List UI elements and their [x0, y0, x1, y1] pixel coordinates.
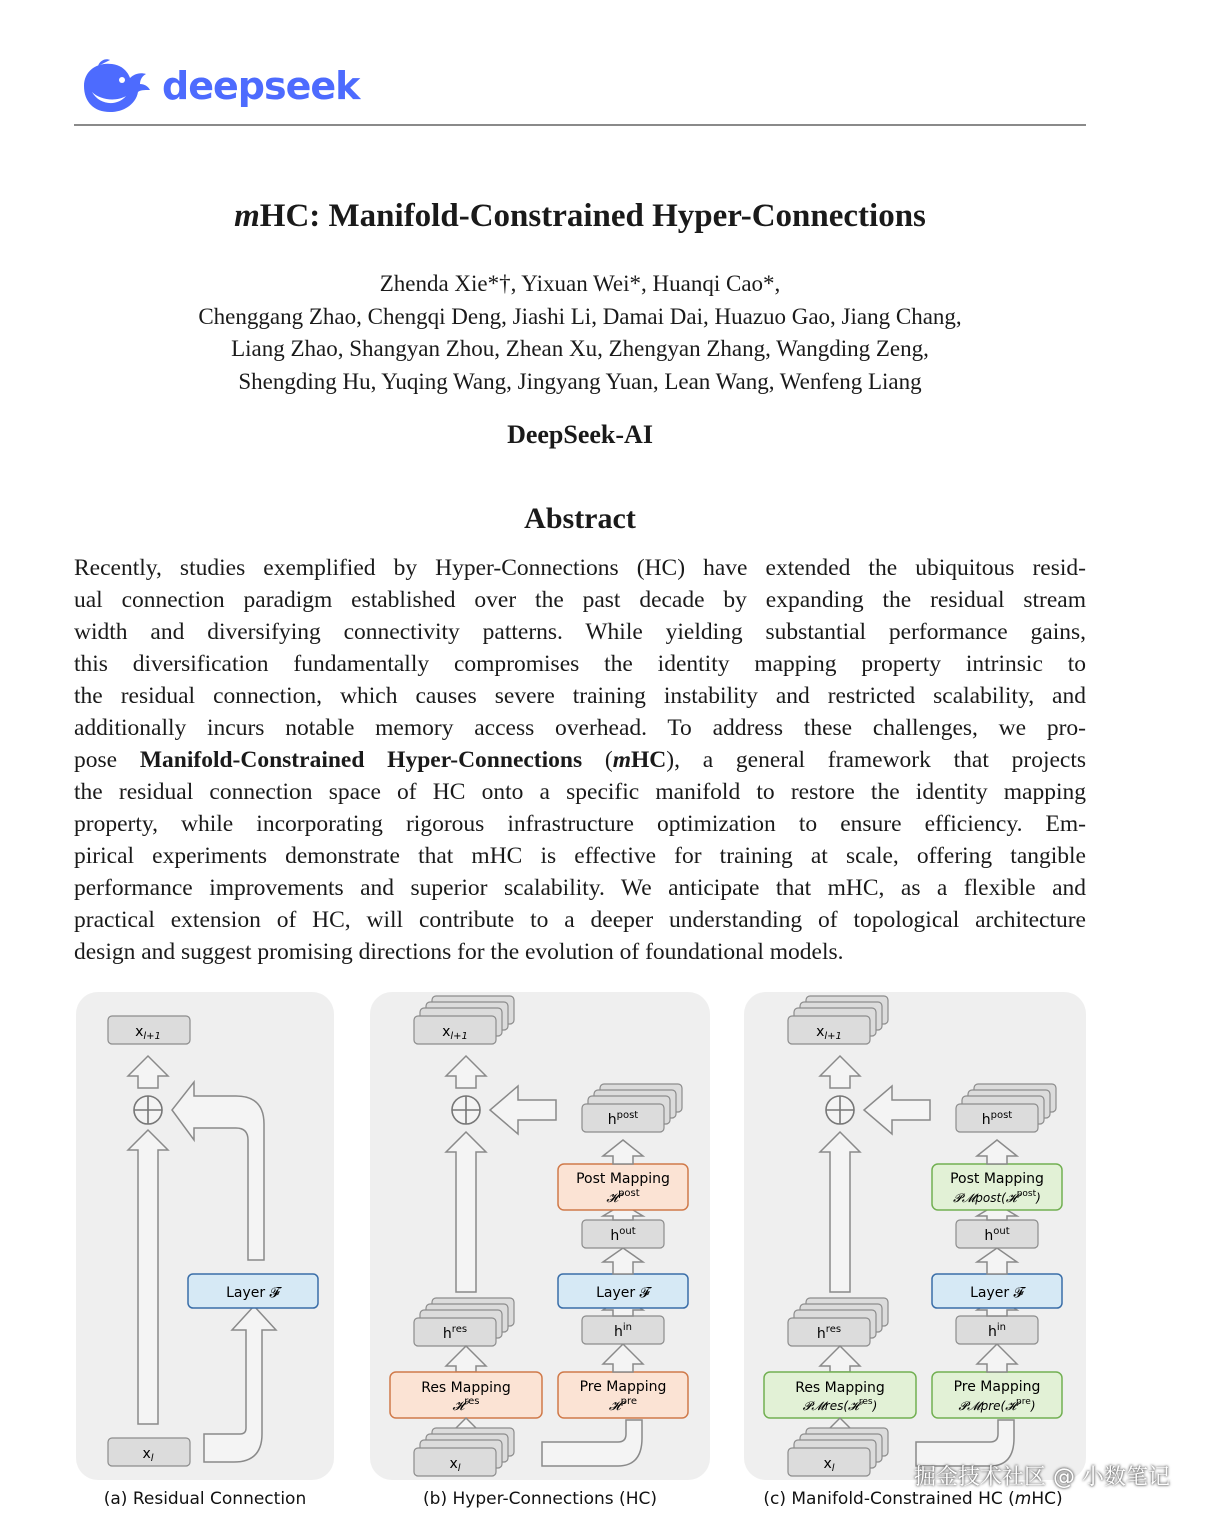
label-h-in: $h^{in}$ [614, 1322, 632, 1340]
abstract-line: design and suggest promising directions for the evolution of foundational models. [74, 939, 844, 965]
label-x-in: $x_l$ [449, 1456, 461, 1474]
label-h-res: $h^{res}$ [816, 1324, 842, 1342]
pre-mapping-label: Pre Mapping [953, 1379, 1041, 1395]
label-h-res: $h^{res}$ [442, 1324, 468, 1342]
brand-name: deepseek [162, 64, 360, 108]
pre-formula: 𝓟𝓜pre(𝓗$^{pre}$) [958, 1397, 1036, 1413]
abstract-line: the residual connection space of HC onto a specific manifold to restore the identity mapping [74, 779, 1086, 805]
panel-residual [76, 992, 334, 1509]
label-h-out: $h^{out}$ [984, 1226, 1010, 1244]
res-formula: 𝓟𝓜res(𝓗$^{res}$) [802, 1397, 878, 1413]
bold-mid: ( [582, 747, 613, 773]
bold-term: Manifold-Constrained Hyper-Connections [139, 747, 583, 773]
label-h-post: $h^{post}$ [981, 1110, 1013, 1128]
layer-label: Layer 𝓕 [970, 1285, 1024, 1301]
label-h-in: $h^{in}$ [988, 1322, 1006, 1340]
paper-title [0, 198, 1160, 235]
abstract-line: ual connection paradigm established over the past decade by expanding the residual stream [74, 587, 1086, 613]
bold-italic-m: m [612, 747, 631, 773]
layer-label: Layer 𝓕 [226, 1285, 280, 1301]
abstract-heading: Abstract [524, 502, 636, 535]
post-mapping-label: Post Mapping [576, 1171, 670, 1187]
abstract-body [74, 552, 1086, 968]
post-mapping-label: Post Mapping [950, 1171, 1044, 1187]
res-formula: 𝓗$^{res}$ [452, 1396, 480, 1414]
title-italic: m [234, 198, 260, 234]
abstract-line: property, while incorporating rigorous infrastructure optimization to ensure efficiency. Em- [74, 811, 1086, 837]
label-x-out: $x_{l+1}$ [816, 1024, 842, 1042]
bold-hc: HC [631, 747, 667, 773]
author-line: Zhenda Xie*†, Yixuan Wei*, Huanqi Cao*, [379, 271, 781, 296]
res-mapping-label: Res Mapping [795, 1380, 885, 1396]
label-x-out: $x_{l+1}$ [442, 1024, 468, 1042]
watermark: 掘金技术社区 @ 小数笔记 [914, 1465, 1170, 1490]
header-rule [74, 124, 1086, 126]
caption-c: (c) Manifold-Constrained HC (mHC) [763, 1489, 1063, 1509]
abstract-line: this diversification fundamentally compromises the identity mapping property intrinsic to [74, 651, 1086, 677]
panel-mhc [744, 992, 1086, 1509]
abstract-line: pirical experiments demonstrate that mHC is effective for training at scale, offering tangible [74, 843, 1086, 869]
author-line: Liang Zhao, Shangyan Zhou, Zhean Xu, Zhengyan Zhang, Wangding Zeng, [231, 336, 929, 361]
label-x-in: $x_l$ [142, 1446, 154, 1464]
deepseek-logo [78, 56, 359, 116]
architecture-figure [70, 988, 1100, 1518]
abstract-line-bold [74, 744, 1086, 776]
post-formula: 𝓗$^{post}$ [606, 1188, 640, 1206]
label-h-post: $h^{post}$ [607, 1110, 639, 1128]
pre-formula: 𝓗$^{pre}$ [608, 1396, 638, 1414]
bold-pre: pose [74, 747, 140, 773]
label-x-out: $x_{l+1}$ [135, 1024, 161, 1042]
author-line: Chenggang Zhao, Chengqi Deng, Jiashi Li, Damai Dai, Huazuo Gao, Jiang Chang, [198, 303, 962, 329]
abstract-line: Recently, studies exemplified by Hyper-Connections (HC) have extended the ubiquitous resid- [74, 555, 1086, 581]
res-mapping-label: Res Mapping [421, 1380, 511, 1396]
author-line: Shengding Hu, Yuqing Wang, Jingyang Yuan, Lean Wang, Wenfeng Liang [238, 368, 922, 394]
abstract-line: additionally incurs notable memory access overhead. To address these challenges, we pro- [74, 715, 1086, 741]
abstract-line: width and diversifying connectivity patterns. While yielding substantial performance gains, [74, 619, 1086, 645]
abstract-line: the residual connection, which causes severe training instability and restricted scalability, and [74, 683, 1086, 709]
abstract-line: performance improvements and superior scalability. We anticipate that mHC, as a flexible and [74, 875, 1086, 901]
caption-a: (a) Residual Connection [103, 1489, 307, 1509]
pre-mapping-label: Pre Mapping [579, 1379, 667, 1395]
author-list [0, 268, 1160, 398]
abstract-line: practical extension of HC, will contribute to a deeper understanding of topological architecture [74, 907, 1086, 933]
panel-hyper-connections [370, 992, 710, 1509]
bold-post: ), a general framework that projects [666, 747, 1087, 773]
post-formula: 𝓟𝓜post(𝓗$^{post}$) [953, 1189, 1041, 1205]
title-rest: HC: Manifold-Constrained Hyper-Connections [259, 198, 926, 234]
whale-icon [78, 56, 156, 116]
caption-b: (b) Hyper-Connections (HC) [423, 1489, 657, 1509]
label-h-out: $h^{out}$ [610, 1226, 636, 1244]
affiliation: DeepSeek-AI [507, 420, 653, 449]
layer-label: Layer 𝓕 [596, 1285, 650, 1301]
label-x-in: $x_l$ [823, 1456, 835, 1474]
figure-svg [70, 988, 1100, 1518]
panel-bg [76, 992, 334, 1480]
